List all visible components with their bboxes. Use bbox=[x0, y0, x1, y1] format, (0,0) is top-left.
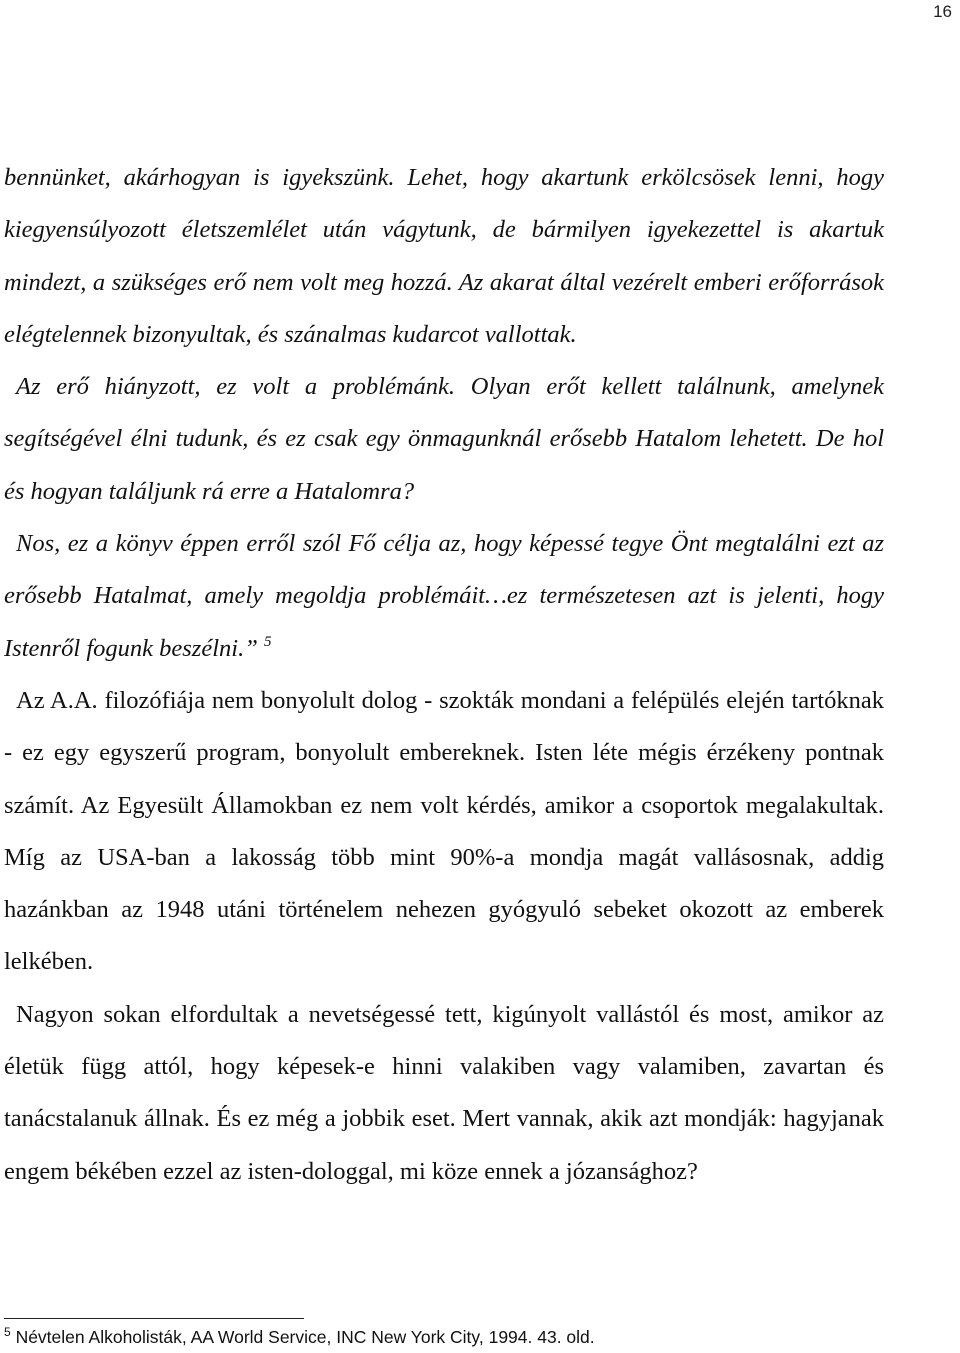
paragraph-quote-2: Az erő hiányzott, ez volt a problémánk. Olyan erőt kellett találnunk, amelynek segítségével élni tudunk, és ez csak egy önmagunknál erősebb Hatalom lehetett. De hol és hogyan találjunk rá erre a Hatalomra? bbox=[4, 373, 884, 505]
paragraph-quote-3 bbox=[4, 518, 884, 675]
paragraph-quote-3-text: Nos, ez a könyv éppen erről szól Fő célja az, hogy képessé tegye Önt megtalálni ezt az erősebb Hatalmat, amely megoldja problémáit…ez természetesen azt is jelenti, hogy Istenről fogunk beszélni.” bbox=[4, 530, 884, 662]
paragraph-quote-1: bennünket, akárhogyan is igyekszünk. Lehet, hogy akartunk erkölcsösek lenni, hogy kiegyensúlyozott életszemlélet után vágytunk, de bármilyen igyekezettel is akartuk mindezt, a szükséges erő nem volt meg hozzá. Az akarat által vezérelt emberi erőforrások elégtelennek bizonyultak, és szánalmas kudarcot vallottak. bbox=[4, 164, 884, 348]
footnote-number: 5 bbox=[4, 1325, 11, 1339]
body-text bbox=[4, 152, 884, 1198]
paragraph-many-turned-away: Nagyon sokan elfordultak a nevetségessé tett, kigúnyolt vallástól és most, amikor az életük függ attól, hogy képesek-e hinni valakiben vagy valamiben, zavartan és tanácstalanuk állnak. És ez még a jobbik eset. Mert vannak, akik azt mondják: hagyjanak engem békében ezzel az isten-dologgal, mi köze ennek a józansághoz? bbox=[4, 1000, 884, 1185]
footnote bbox=[4, 1326, 904, 1348]
footnote-reference[interactable]: 5 bbox=[263, 633, 272, 650]
paragraph-aa-philosophy: Az A.A. filozófiája nem bonyolult dolog - szokták mondani a felépülés elején tartóknak - ez egy egyszerű program, bonyolult embereknek. Isten léte mégis érzékeny pontnak számít. Az Egyesült Államokban ez nem volt kérdés, amikor a csoportok megalakultak. Míg az USA-ban a lakosság több mint 90%-a mondja magát vallásosnak, addig hazánkban az 1948 utáni történelem nehezen gyógyuló sebeket okozott az emberek lelkében. bbox=[4, 686, 884, 976]
footnote-divider bbox=[4, 1318, 304, 1319]
footnote-text: Névtelen Alkoholisták, AA World Service, INC New York City, 1994. 43. old. bbox=[15, 1327, 595, 1347]
page-number: 16 bbox=[933, 2, 952, 21]
